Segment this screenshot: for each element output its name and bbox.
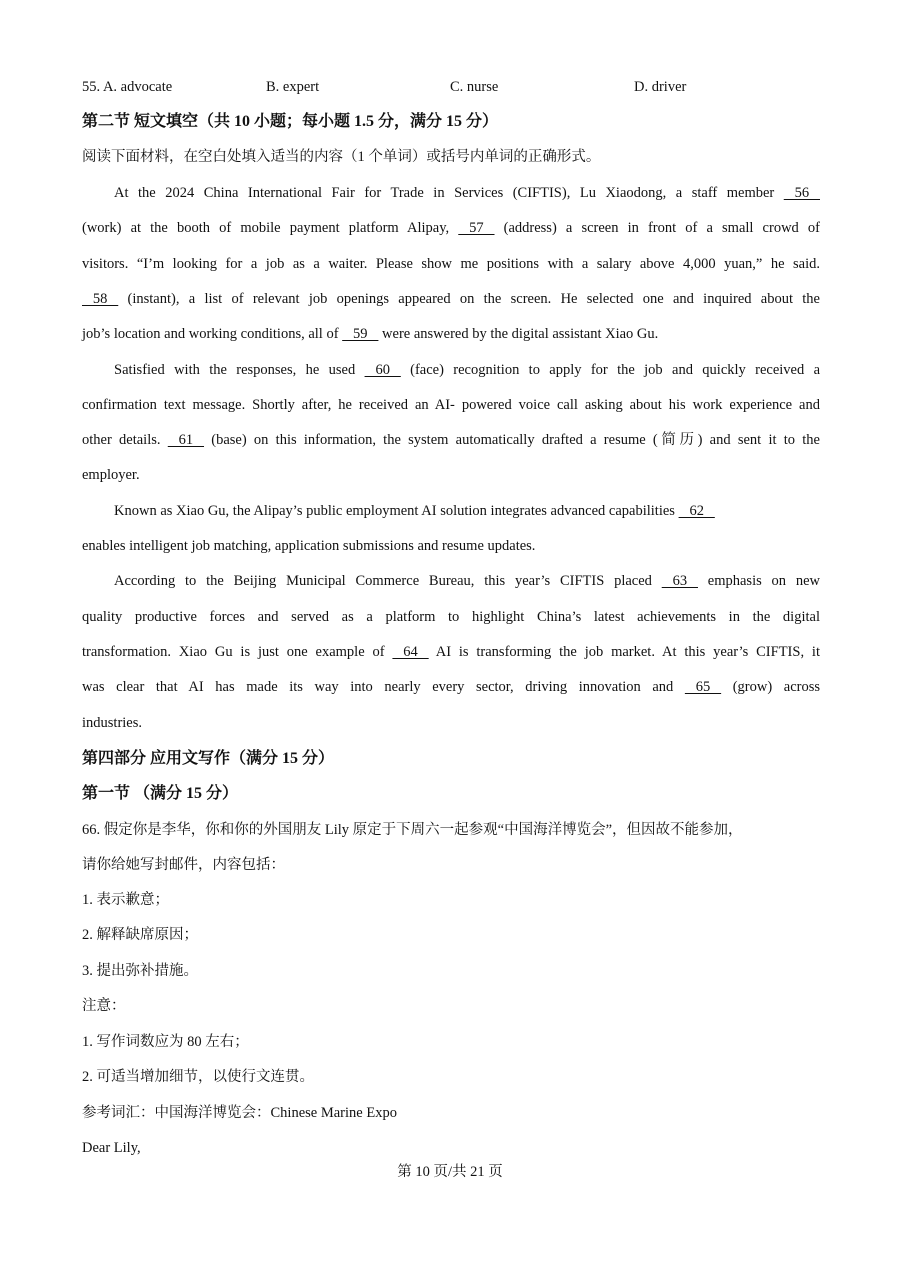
passage-text: emphasis on new — [697, 573, 821, 590]
option-c: C. nurse — [450, 79, 499, 95]
passage-text: employer. — [82, 467, 140, 484]
blank-63: 63 — [661, 573, 698, 590]
passage-line — [82, 183, 820, 203]
blank-64: 64 — [392, 643, 429, 660]
content-point-3: 3. 提出弥补措施。 — [82, 963, 198, 979]
passage-text: were answered by the digital assistant Xiao Gu. — [378, 326, 659, 343]
passage-line — [82, 677, 820, 697]
passage-text: (base) on this information, the system automatically drafted a resume (简历) and sent it to the — [204, 432, 820, 449]
passage-line — [82, 607, 820, 627]
question-55-option-a — [82, 77, 172, 97]
passage-text: At the 2024 China International Fair for Trade in Services (CIFTIS), Lu Xiaodong, a staff member — [114, 185, 784, 201]
blank-58: 58 — [82, 290, 119, 307]
salutation: Dear Lily, — [82, 1140, 141, 1156]
passage-text: (grow) across — [721, 679, 820, 696]
note-label: 注意： — [82, 998, 126, 1014]
passage-line — [82, 465, 820, 485]
passage-text: job’s location and working conditions, all of — [82, 326, 343, 343]
passage-line — [82, 713, 820, 733]
passage-line — [82, 324, 820, 344]
passage-text: Satisfied with the responses, he used — [114, 361, 365, 378]
passage-line — [82, 360, 820, 380]
passage-line — [82, 642, 820, 662]
passage-line — [82, 218, 820, 238]
content-point-1: 1. 表示歉意； — [82, 892, 169, 908]
blank-59: 59 — [342, 326, 379, 343]
passage-text: According to the Beijing Municipal Commerce Bureau, this year’s CIFTIS placed — [114, 573, 662, 590]
writing-prompt-line2: 请你给她写封邮件，内容包括： — [82, 857, 285, 873]
passage-line — [82, 254, 820, 274]
passage-line — [82, 430, 820, 450]
note-2: 2. 可适当增加细节，以使行文连贯。 — [82, 1069, 314, 1085]
passage-line — [82, 536, 820, 556]
option-b: B. expert — [266, 79, 320, 95]
part4-section1-heading: 第一节 （满分 15 分） — [82, 785, 239, 802]
passage-text: (work) at the booth of mobile payment platform Alipay, — [82, 220, 459, 237]
blank-57: 57 — [458, 220, 495, 237]
passage-text: (face) recognition to apply for the job and quickly received a — [400, 361, 821, 378]
question-55 — [82, 77, 820, 97]
passage-text: AI is transforming the job market. At this year’s CIFTIS, it — [428, 643, 820, 660]
passage-text: other details. — [82, 432, 168, 449]
reference-vocabulary: 参考词汇：中国海洋博览会：Chinese Marine Expo — [82, 1105, 397, 1121]
writing-prompt-line1: 66. 假定你是李华，你和你的外国朋友 Lily 原定于下周六一起参观“中国海洋博览会”，但因故不能参加， — [82, 822, 743, 838]
passage-text: visitors. “I’m looking for a job as a waiter. Please show me positions with a salary above 4,000 yuan,” he said. — [82, 255, 820, 272]
passage-text: enables intelligent job matching, application submissions and resume updates. — [82, 538, 536, 554]
passage-text: transformation. Xiao Gu is just one example of — [82, 643, 393, 660]
passage-text: (instant), a list of relevant job openings appeared on the screen. He selected one and inquired about the — [118, 290, 820, 307]
section2-instruction: 阅读下面材料，在空白处填入适当的内容（1 个单词）或括号内单词的正确形式。 — [82, 149, 601, 165]
content-point-2: 2. 解释缺席原因； — [82, 927, 198, 943]
part4-heading: 第四部分 应用文写作（满分 15 分） — [82, 750, 335, 767]
option-a: A. advocate — [102, 79, 173, 95]
question-number: 55. — [82, 79, 101, 95]
passage-line — [82, 395, 820, 415]
note-1: 1. 写作词数应为 80 左右； — [82, 1034, 249, 1050]
passage-text: confirmation text message. Shortly after, he received an AI- powered voice call asking about his work experience and — [82, 396, 820, 413]
page-footer: 第 10 页/共 21 页 — [397, 1164, 503, 1180]
passage-line — [82, 571, 820, 591]
blank-61: 61 — [167, 432, 205, 449]
passage-text: (address) a screen in front of a small crowd of — [494, 220, 820, 237]
passage-line — [82, 289, 820, 309]
passage-text: quality productive forces and served as a platform to highlight China’s latest achievements in the digital — [82, 608, 820, 625]
option-d: D. driver — [634, 79, 687, 95]
passage-text: was clear that AI has made its way into nearly every sector, driving innovation and — [82, 679, 685, 696]
blank-62: 62 — [678, 502, 715, 519]
section2-heading: 第二节 短文填空（共 10 小题；每小题 1.5 分，满分 15 分） — [82, 113, 499, 130]
passage-text: Known as Xiao Gu, the Alipay’s public employment AI solution integrates advanced capabilities — [114, 502, 679, 519]
blank-60: 60 — [364, 361, 401, 378]
passage-line — [82, 501, 820, 521]
blank-56: 56 — [783, 185, 820, 201]
blank-65: 65 — [684, 679, 722, 696]
passage-text: industries. — [82, 714, 143, 731]
